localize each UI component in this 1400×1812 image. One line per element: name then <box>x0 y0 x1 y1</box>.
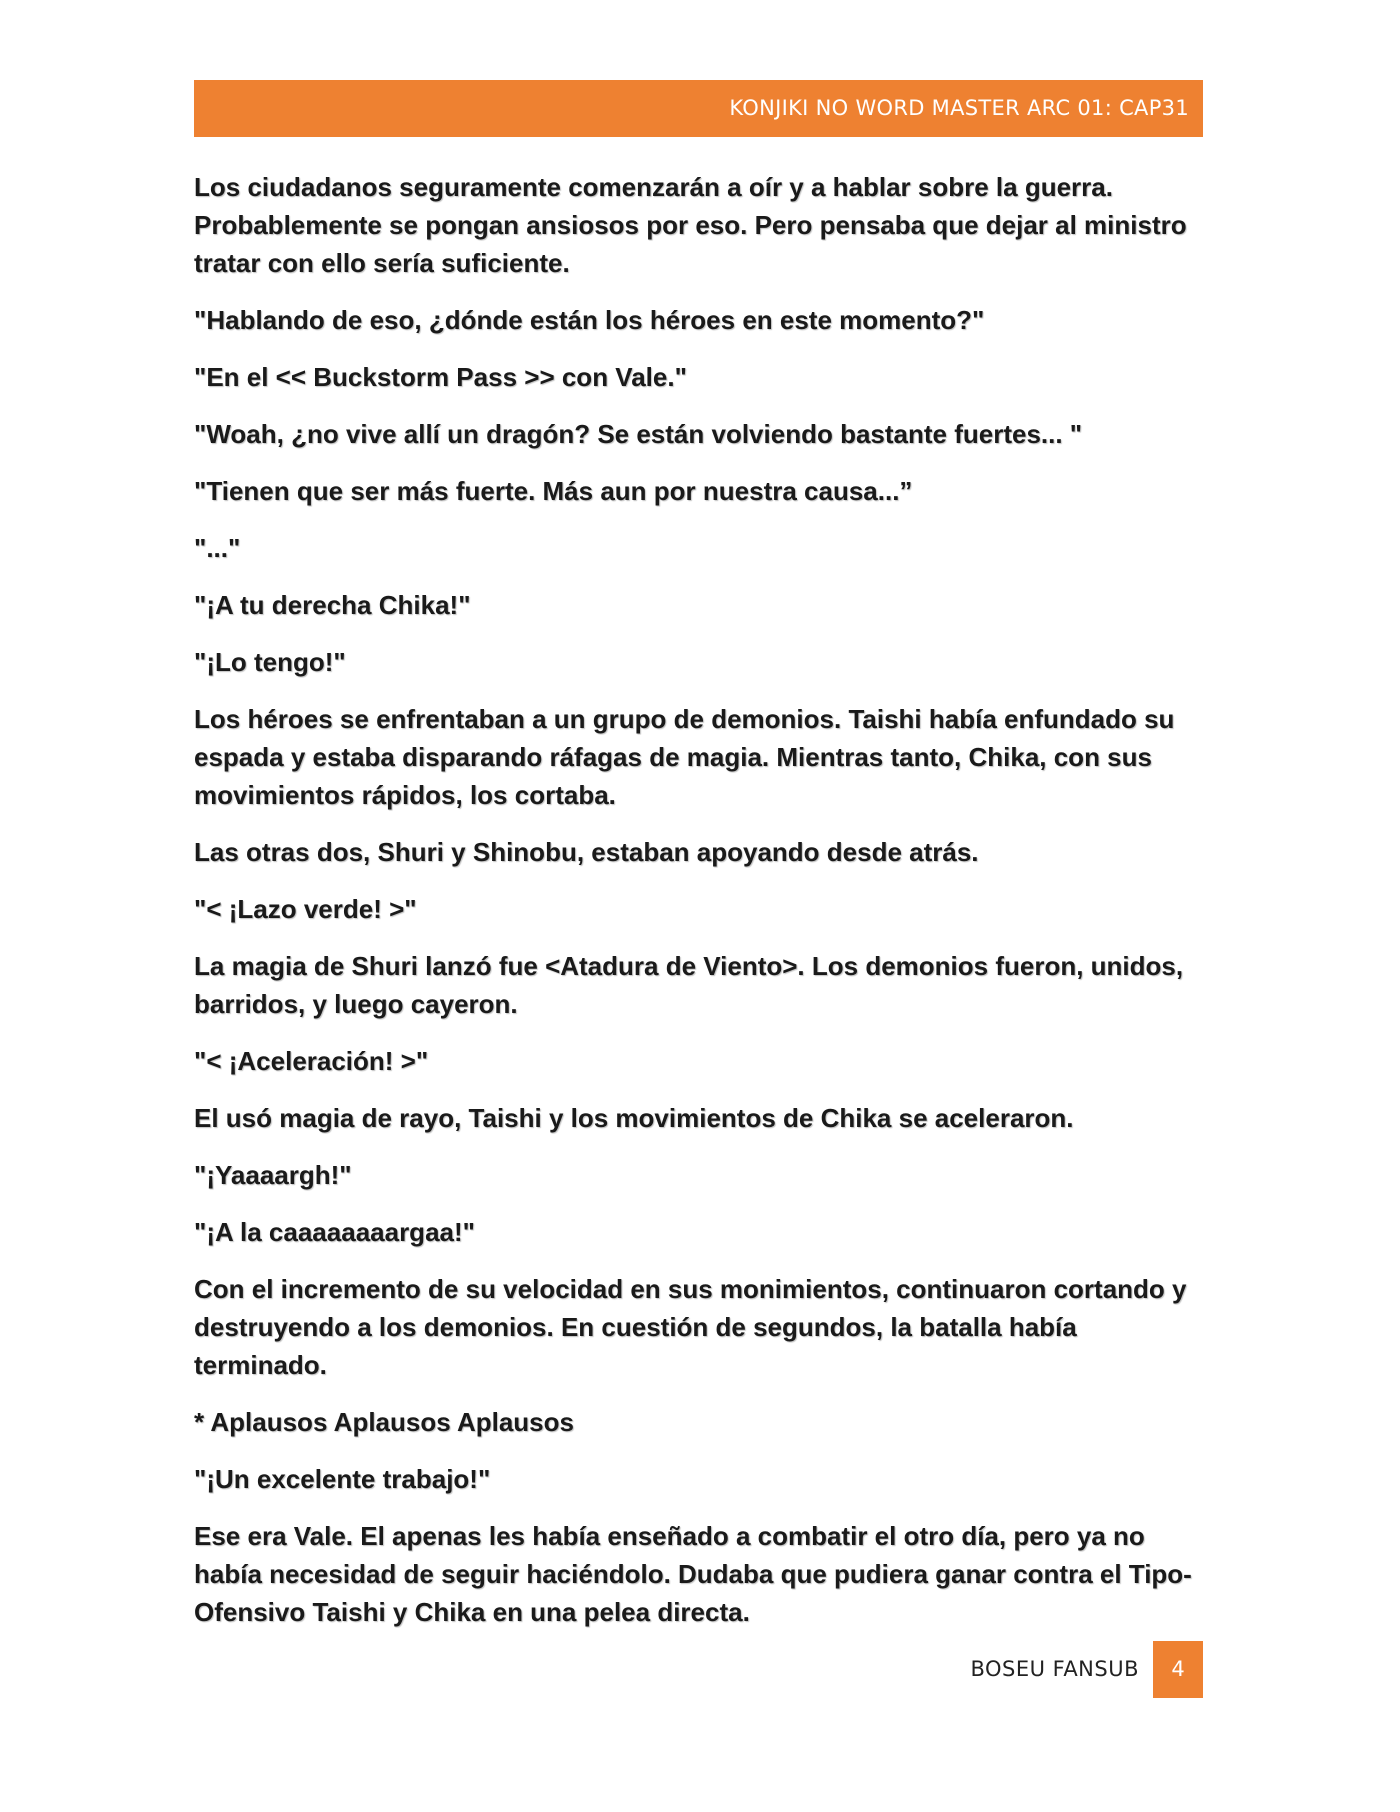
paragraph: "En el << Buckstorm Pass >> con Vale." <box>194 362 687 392</box>
footer <box>194 1641 1203 1698</box>
paragraph: Los héroes se enfrentaban a un grupo de demonios. Taishi había enfundado su espada y estaba disparando ráfagas de magia. Mientras tanto, Chika, con sus movimientos rápidos, los cortaba. <box>194 704 1182 810</box>
paragraph: "..." <box>194 533 241 563</box>
footer-label: BOSEU FANSUB <box>970 1657 1139 1681</box>
paragraph: "¡Un excelente trabajo!" <box>194 1464 491 1494</box>
paragraph: El usó magia de rayo, Taishi y los movimientos de Chika se aceleraron. <box>194 1103 1074 1133</box>
paragraph: "¡A la caaaaaaaargaa!" <box>194 1217 475 1247</box>
paragraph: "Tienen que ser más fuerte. Más aun por nuestra causa...” <box>194 476 913 506</box>
paragraph: "¡Lo tengo!" <box>194 647 346 677</box>
paragraph: "< ¡Lazo verde! >" <box>194 894 417 924</box>
header-title: KONJIKI NO WORD MASTER ARC 01: CAP31 <box>729 96 1189 120</box>
paragraph: Ese era Vale. El apenas les había enseñado a combatir el otro día, pero ya no había necesidad de seguir haciéndolo. Dudaba que pudiera ganar contra el Tipo-Ofensivo Taishi y Chika en una pelea directa. <box>194 1521 1192 1627</box>
paragraph: "< ¡Aceleración! >" <box>194 1046 429 1076</box>
paragraph: "¡Yaaaargh!" <box>194 1160 352 1190</box>
page-number: 4 <box>1153 1641 1203 1698</box>
paragraph: La magia de Shuri lanzó fue <Atadura de Viento>. Los demonios fueron, unidos, barridos, y luego cayeron. <box>194 951 1191 1019</box>
paragraph: Con el incremento de su velocidad en sus monimientos, continuaron cortando y destruyendo a los demonios. En cuestión de segundos, la batalla había terminado. <box>194 1274 1194 1380</box>
paragraph: Las otras dos, Shuri y Shinobu, estaban apoyando desde atrás. <box>194 837 979 867</box>
paragraph: Los ciudadanos seguramente comenzarán a oír y a hablar sobre la guerra. Probablemente se pongan ansiosos por eso. Pero pensaba que dejar al ministro tratar con ello sería suficiente. <box>194 172 1194 278</box>
header-bar <box>194 80 1203 137</box>
paragraph: "Woah, ¿no vive allí un dragón? Se están volviendo bastante fuertes... " <box>194 419 1083 449</box>
body-text <box>194 168 1214 1650</box>
paragraph: * Aplausos Aplausos Aplausos <box>194 1407 574 1437</box>
paragraph: "Hablando de eso, ¿dónde están los héroes en este momento?" <box>194 305 985 335</box>
paragraph: "¡A tu derecha Chika!" <box>194 590 471 620</box>
